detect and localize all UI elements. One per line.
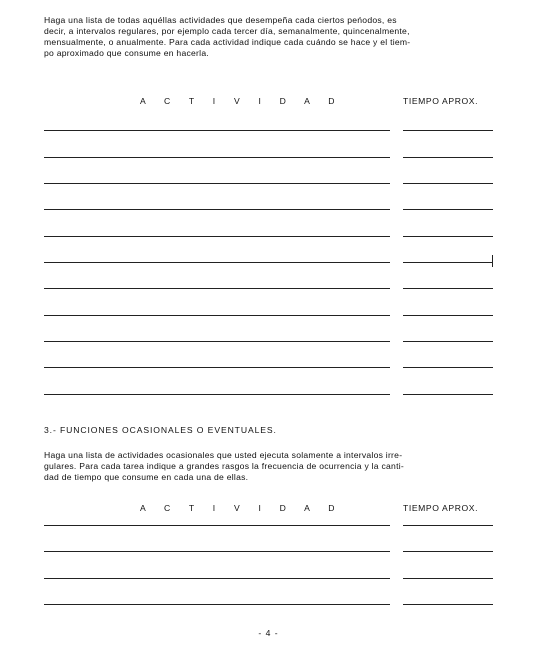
activity-entry-line[interactable]: [44, 394, 390, 395]
activity-entry-line[interactable]: [44, 288, 390, 289]
section-3-line: dad de tiempo que consume en cada una de ellas.: [44, 472, 249, 482]
page-number: - 4 -: [258, 628, 279, 638]
time-entry-line[interactable]: [403, 183, 493, 184]
activity-entry-line[interactable]: [44, 525, 390, 526]
activity-entry-line[interactable]: [44, 130, 390, 131]
intro-line: mensualmente, o anualmente. Para cada actividad indique cada cuándo se hace y el tiem-: [44, 37, 411, 47]
time-entry-line[interactable]: [403, 157, 493, 158]
intro-line: decir, a intervalos regulares, por ejemplo cada tercer día, semanalmente, quincenalmente,: [44, 26, 410, 36]
activity-entry-line[interactable]: [44, 604, 390, 605]
section-3-line: Haga una lista de actividades ocasionales que usted ejecuta solamente a intervalos irre-: [44, 450, 403, 460]
section-3-title: 3.- FUNCIONES OCASIONALES O EVENTUALES.: [44, 425, 277, 435]
time-entry-line[interactable]: [403, 341, 493, 342]
activity-entry-line[interactable]: [44, 367, 390, 368]
time-entry-line[interactable]: [403, 236, 493, 237]
time-entry-line[interactable]: [403, 604, 493, 605]
intro-paragraph: [44, 15, 496, 59]
intro-line: Haga una lista de todas aquéllas actividades que desempeña cada ciertos peńodos, es: [44, 15, 397, 25]
time-entry-line[interactable]: [403, 262, 493, 263]
table1-activity-header: A C T I V I D A D: [140, 96, 343, 106]
table2-time-header: TIEMPO APROX.: [403, 503, 479, 513]
section-3-paragraph: [44, 450, 496, 483]
time-entry-line[interactable]: [403, 394, 493, 395]
time-entry-line[interactable]: [403, 315, 493, 316]
activity-entry-line[interactable]: [44, 341, 390, 342]
activity-entry-line[interactable]: [44, 157, 390, 158]
table2-activity-header: A C T I V I D A D: [140, 503, 343, 513]
activity-entry-line[interactable]: [44, 209, 390, 210]
activity-entry-line[interactable]: [44, 262, 390, 263]
time-entry-line[interactable]: [403, 288, 493, 289]
time-entry-line[interactable]: [403, 209, 493, 210]
intro-line: po aproximado que consume en hacerla.: [44, 48, 209, 58]
activity-entry-line[interactable]: [44, 551, 390, 552]
activity-entry-line[interactable]: [44, 183, 390, 184]
activity-entry-line[interactable]: [44, 315, 390, 316]
section-3-line: gulares. Para cada tarea indique a grandes rasgos la frecuencia de ocurrencia y la canti-: [44, 461, 404, 471]
time-entry-line[interactable]: [403, 578, 493, 579]
activity-entry-line[interactable]: [44, 578, 390, 579]
table1-time-header: TIEMPO APROX.: [403, 96, 479, 106]
activity-entry-line[interactable]: [44, 236, 390, 237]
time-entry-line[interactable]: [403, 367, 493, 368]
time-entry-line[interactable]: [403, 130, 493, 131]
time-entry-line[interactable]: [403, 525, 493, 526]
time-entry-line[interactable]: [403, 551, 493, 552]
text-cursor-mark: [492, 255, 493, 267]
